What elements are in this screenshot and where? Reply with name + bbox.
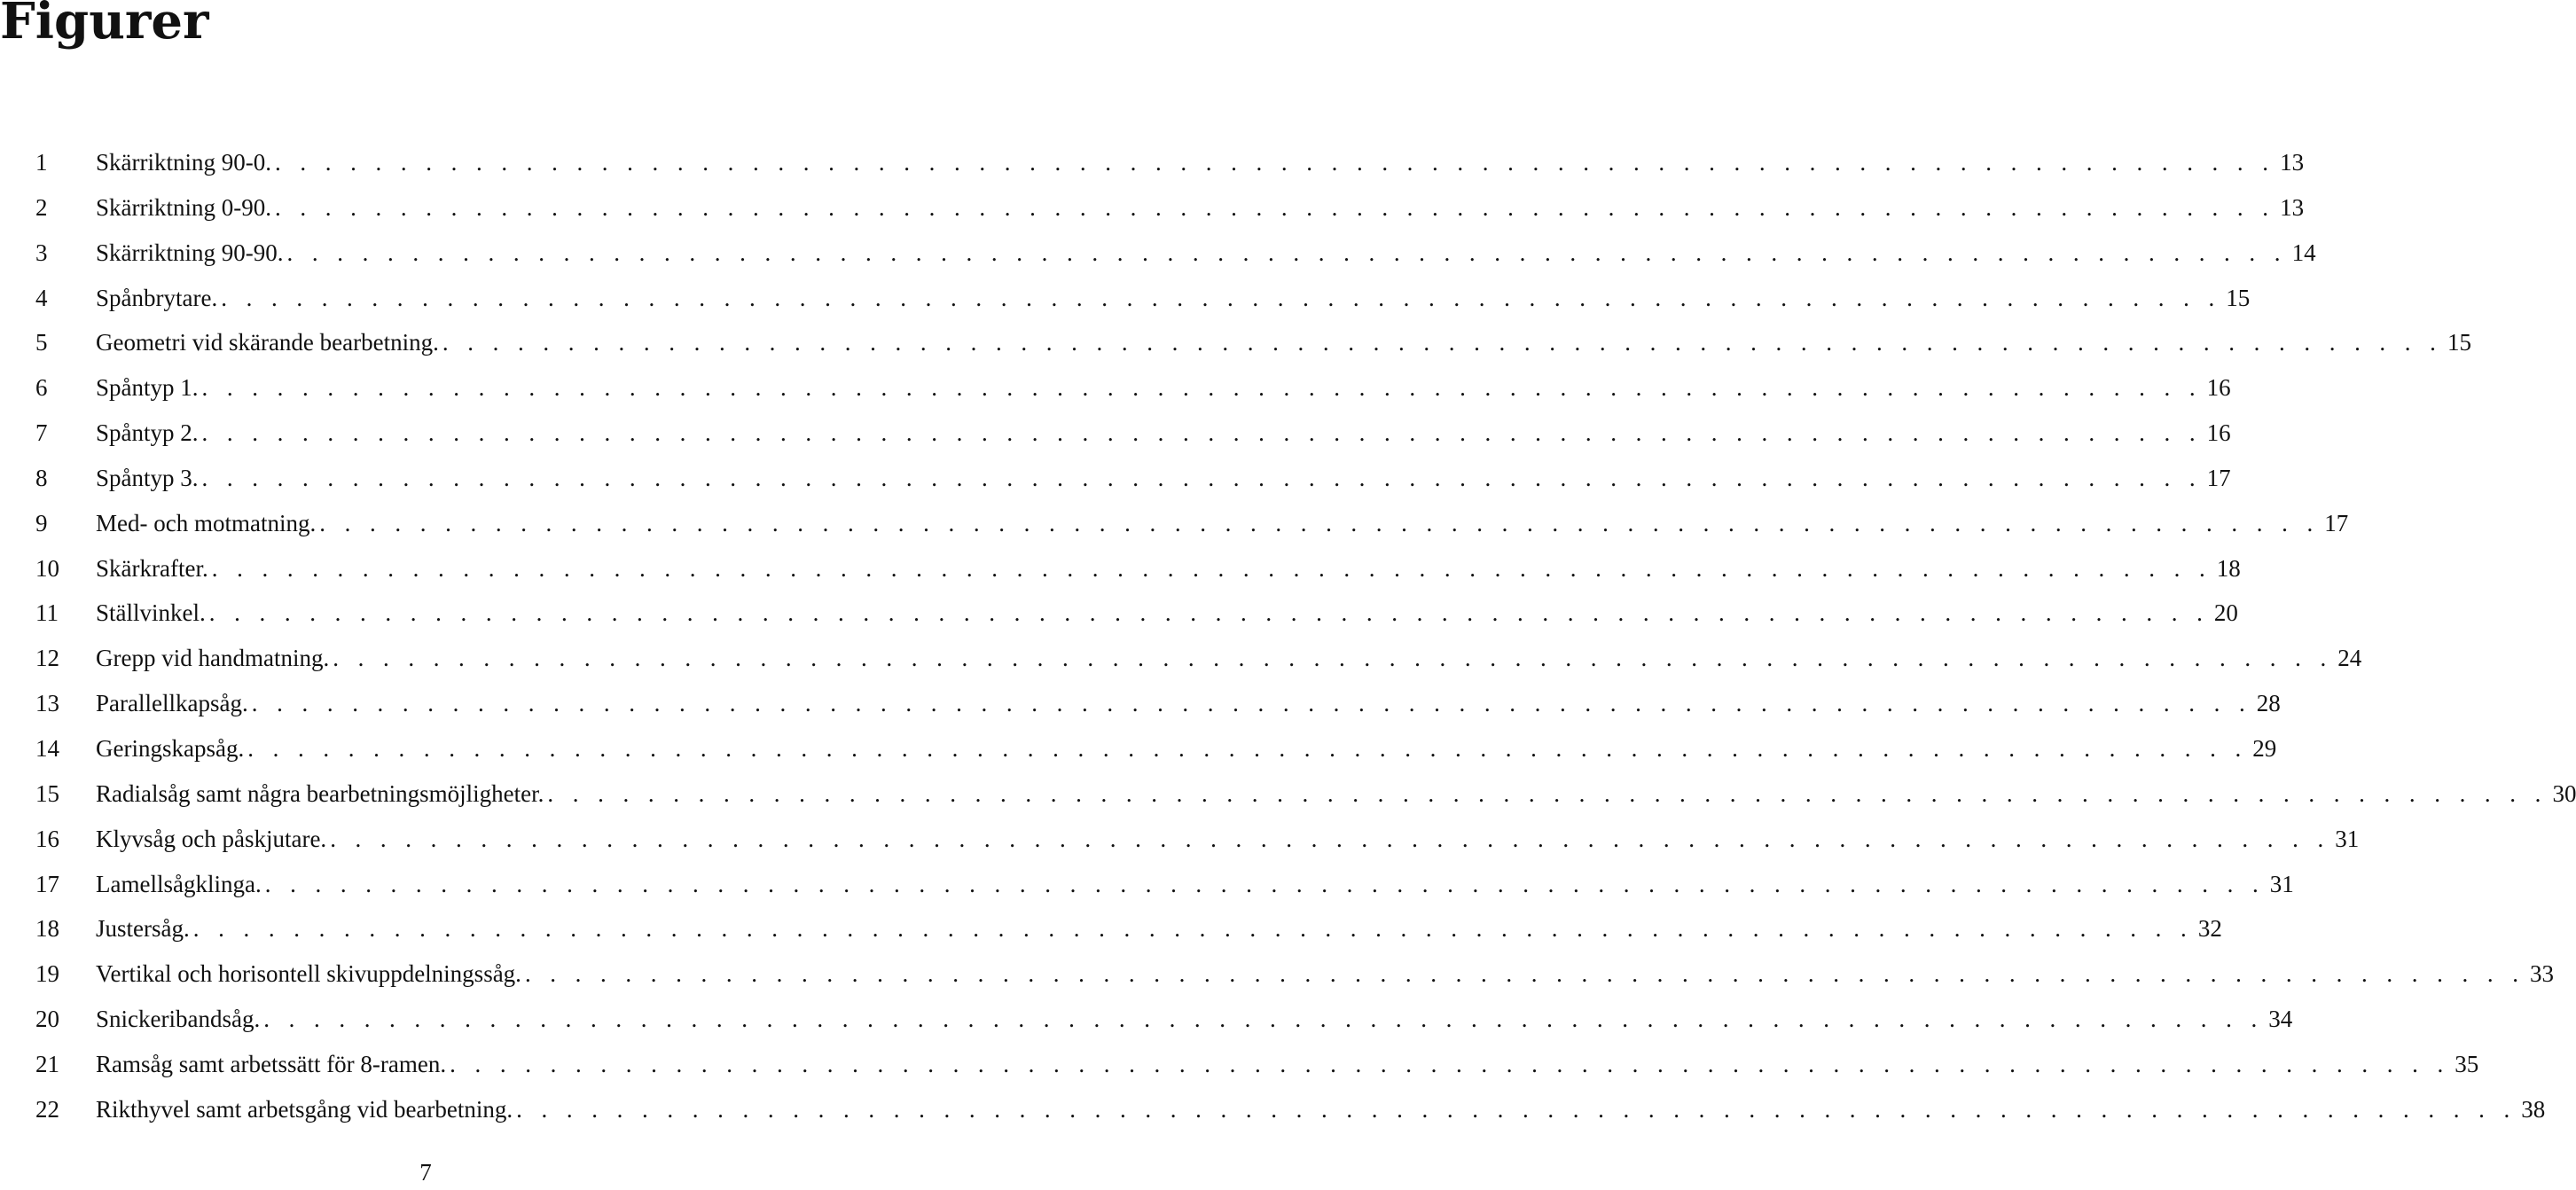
dot-leader: . . . . . . . . . . . . . . . . . . . . . . . . . . . . . . . . . . . . . . . . . . . . . . . . . . . . . . . . . . . . . . . . . . . . . . . . . . . . . . . . — [286, 239, 2281, 266]
list-item[interactable] — [35, 320, 2471, 365]
list-item[interactable] — [35, 546, 2241, 591]
figure-caption: Skärriktning 90-0. — [96, 149, 271, 176]
figure-number: 13 — [35, 690, 59, 717]
figure-number: 20 — [35, 1006, 59, 1033]
figure-page-number: 24 — [2337, 645, 2362, 672]
figure-page-number: 32 — [2197, 915, 2222, 943]
list-item[interactable] — [35, 951, 2555, 997]
list-item[interactable] — [35, 1087, 2546, 1132]
dot-leader: . . . . . . . . . . . . . . . . . . . . . . . . . . . . . . . . . . . . . . . . . . . . . . . . . . . . . . . . . . . . . . . . . . . . . . . . . . . . . . . . — [192, 915, 2187, 943]
list-item[interactable] — [35, 456, 2231, 501]
figure-number: 6 — [35, 374, 48, 402]
figure-caption: Spåntyp 2. — [96, 419, 199, 447]
dot-leader: . . . . . . . . . . . . . . . . . . . . . . . . . . . . . . . . . . . . . . . . . . . . . . . . . . . . . . . . . . . . . . . . . . . . . . . . . . . . . . . . — [201, 464, 2196, 491]
figure-page-number: 31 — [2269, 870, 2294, 897]
figure-caption: Med- och motmatning. — [96, 509, 317, 536]
dot-leader: . . . . . . . . . . . . . . . . . . . . . . . . . . . . . . . . . . . . . . . . . . . . . . . . . . . . . . . . . . . . . . . . . . . . . . . . . . . . . . . . — [330, 825, 2324, 852]
dot-leader: . . . . . . . . . . . . . . . . . . . . . . . . . . . . . . . . . . . . . . . . . . . . . . . . . . . . . . . . . . . . . . . . . . . . . . . . . . . . . . . . — [221, 284, 2215, 311]
figure-caption: Geringskapsåg. — [96, 734, 245, 762]
figure-page-number: 38 — [2521, 1095, 2546, 1123]
dot-leader: . . . . . . . . . . . . . . . . . . . . . . . . . . . . . . . . . . . . . . . . . . . . . . . . . . . . . . . . . . . . . . . . . . . . . . . . . . . . . . . . — [208, 599, 2203, 627]
figure-caption: Rikthyvel samt arbetsgång vid bearbetning. — [96, 1095, 513, 1123]
figure-number: 11 — [35, 599, 59, 627]
dot-leader: . . . . . . . . . . . . . . . . . . . . . . . . . . . . . . . . . . . . . . . . . . . . . . . . . . . . . . . . . . . . . . . . . . . . . . . . . . . . . . . . — [319, 509, 2314, 536]
figure-caption: Spåntyp 1. — [96, 374, 199, 402]
figure-caption: Grepp vid handmatning. — [96, 645, 330, 672]
dot-leader: . . . . . . . . . . . . . . . . . . . . . . . . . . . . . . . . . . . . . . . . . . . . . . . . . . . . . . . . . . . . . . . . . . . . . . . . . . . . . . . . — [547, 779, 2541, 807]
figure-page-number: 17 — [2206, 464, 2231, 491]
figure-page-number: 28 — [2256, 690, 2281, 717]
dot-leader: . . . . . . . . . . . . . . . . . . . . . . . . . . . . . . . . . . . . . . . . . . . . . . . . . . . . . . . . . . . . . . . . . . . . . . . . . . . . . . . . — [516, 1095, 2510, 1123]
figure-caption: Spånbrytare. — [96, 284, 218, 311]
page-title: Figurer — [0, 0, 209, 51]
page-number: 7 — [419, 1159, 432, 1186]
figure-caption: Snickeribandsåg. — [96, 1006, 261, 1033]
figure-caption: Justersåg. — [96, 915, 190, 943]
figure-number: 14 — [35, 734, 59, 762]
figure-page-number: 34 — [2268, 1006, 2293, 1033]
list-item[interactable] — [35, 906, 2222, 951]
figure-number: 16 — [35, 825, 59, 852]
figure-caption: Parallellkapsåg. — [96, 690, 248, 717]
figure-page-number: 30 — [2552, 779, 2576, 807]
figure-page-number: 29 — [2252, 734, 2277, 762]
list-item[interactable] — [35, 681, 2281, 726]
figure-number: 1 — [35, 149, 48, 176]
figure-caption: Skärriktning 90-90. — [96, 239, 284, 266]
list-item[interactable] — [35, 140, 2305, 185]
figure-page-number: 14 — [2291, 239, 2316, 266]
list-item[interactable] — [35, 726, 2277, 771]
figure-page-number: 16 — [2206, 374, 2231, 402]
list-item[interactable] — [35, 817, 2360, 862]
figure-caption: Ramsåg samt arbetssätt för 8-ramen. — [96, 1050, 447, 1077]
figure-number: 4 — [35, 284, 48, 311]
figure-page-number: 35 — [2455, 1050, 2479, 1077]
list-item[interactable] — [35, 501, 2349, 546]
figure-caption: Lamellsågklinga. — [96, 870, 262, 897]
list-item[interactable] — [35, 411, 2231, 456]
list-item[interactable] — [35, 997, 2293, 1042]
figure-caption: Spåntyp 3. — [96, 464, 199, 491]
list-item[interactable] — [35, 185, 2305, 231]
dot-leader: . . . . . . . . . . . . . . . . . . . . . . . . . . . . . . . . . . . . . . . . . . . . . . . . . . . . . . . . . . . . . . . . . . . . . . . . . . . . . . . . — [263, 1006, 2258, 1033]
figure-page-number: 17 — [2324, 509, 2349, 536]
list-item[interactable] — [35, 771, 2576, 817]
figure-caption: Skärkrafter. — [96, 554, 208, 582]
dot-leader: . . . . . . . . . . . . . . . . . . . . . . . . . . . . . . . . . . . . . . . . . . . . . . . . . . . . . . . . . . . . . . . . . . . . . . . . . . . . . . . . — [247, 734, 2242, 762]
figure-number: 10 — [35, 554, 59, 582]
list-item[interactable] — [35, 636, 2362, 681]
figure-page-number: 15 — [2226, 284, 2251, 311]
dot-leader: . . . . . . . . . . . . . . . . . . . . . . . . . . . . . . . . . . . . . . . . . . . . . . . . . . . . . . . . . . . . . . . . . . . . . . . . . . . . . . . . — [264, 870, 2259, 897]
figure-number: 22 — [35, 1095, 59, 1123]
list-of-figures — [35, 140, 2576, 1132]
dot-leader: . . . . . . . . . . . . . . . . . . . . . . . . . . . . . . . . . . . . . . . . . . . . . . . . . . . . . . . . . . . . . . . . . . . . . . . . . . . . . . . . — [201, 374, 2196, 402]
figure-number: 15 — [35, 779, 59, 807]
figure-caption: Skärriktning 0-90. — [96, 193, 271, 221]
dot-leader: . . . . . . . . . . . . . . . . . . . . . . . . . . . . . . . . . . . . . . . . . . . . . . . . . . . . . . . . . . . . . . . . . . . . . . . . . . . . . . . . — [251, 690, 2245, 717]
dot-leader: . . . . . . . . . . . . . . . . . . . . . . . . . . . . . . . . . . . . . . . . . . . . . . . . . . . . . . . . . . . . . . . . . . . . . . . . . . . . . . . . — [274, 193, 2269, 221]
figure-caption: Geometri vid skärande bearbetning. — [96, 329, 439, 356]
figure-number: 5 — [35, 329, 48, 356]
figure-page-number: 20 — [2213, 599, 2238, 627]
dot-leader: . . . . . . . . . . . . . . . . . . . . . . . . . . . . . . . . . . . . . . . . . . . . . . . . . . . . . . . . . . . . . . . . . . . . . . . . . . . . . . . . — [333, 645, 2327, 672]
figure-page-number: 13 — [2280, 149, 2305, 176]
figure-number: 8 — [35, 464, 48, 491]
figure-number: 7 — [35, 419, 48, 447]
figure-number: 2 — [35, 193, 48, 221]
figure-number: 18 — [35, 915, 59, 943]
list-item[interactable] — [35, 365, 2231, 411]
figure-number: 21 — [35, 1050, 59, 1077]
list-item[interactable] — [35, 231, 2316, 276]
figure-page-number: 33 — [2530, 960, 2555, 988]
dot-leader: . . . . . . . . . . . . . . . . . . . . . . . . . . . . . . . . . . . . . . . . . . . . . . . . . . . . . . . . . . . . . . . . . . . . . . . . . . . . . . . . — [274, 149, 2269, 176]
figure-number: 3 — [35, 239, 48, 266]
figure-page-number: 18 — [2216, 554, 2241, 582]
dot-leader: . . . . . . . . . . . . . . . . . . . . . . . . . . . . . . . . . . . . . . . . . . . . . . . . . . . . . . . . . . . . . . . . . . . . . . . . . . . . . . . . — [211, 554, 2205, 582]
figure-page-number: 31 — [2335, 825, 2360, 852]
dot-leader: . . . . . . . . . . . . . . . . . . . . . . . . . . . . . . . . . . . . . . . . . . . . . . . . . . . . . . . . . . . . . . . . . . . . . . . . . . . . . . . . — [442, 329, 2436, 356]
dot-leader: . . . . . . . . . . . . . . . . . . . . . . . . . . . . . . . . . . . . . . . . . . . . . . . . . . . . . . . . . . . . . . . . . . . . . . . . . . . . . . . . — [201, 419, 2196, 447]
figure-caption: Ställvinkel. — [96, 599, 206, 627]
list-item[interactable] — [35, 1042, 2479, 1087]
figure-page-number: 15 — [2447, 329, 2471, 356]
list-item[interactable] — [35, 862, 2294, 907]
figure-caption: Radialsåg samt några bearbetningsmöjligheter. — [96, 779, 544, 807]
figure-number: 17 — [35, 870, 59, 897]
figure-page-number: 16 — [2206, 419, 2231, 447]
list-item[interactable] — [35, 276, 2251, 321]
dot-leader: . . . . . . . . . . . . . . . . . . . . . . . . . . . . . . . . . . . . . . . . . . . . . . . . . . . . . . . . . . . . . . . . . . . . . . . . . . . . . . . . — [450, 1050, 2444, 1077]
dot-leader: . . . . . . . . . . . . . . . . . . . . . . . . . . . . . . . . . . . . . . . . . . . . . . . . . . . . . . . . . . . . . . . . . . . . . . . . . . . . . . . . — [524, 960, 2519, 988]
figure-caption: Klyvsåg och påskjutare. — [96, 825, 327, 852]
figure-caption: Vertikal och horisontell skivuppdelningssåg. — [96, 960, 521, 988]
figure-number: 12 — [35, 645, 59, 672]
figure-page-number: 13 — [2280, 193, 2305, 221]
list-item[interactable] — [35, 591, 2238, 636]
figure-number: 19 — [35, 960, 59, 988]
figure-number: 9 — [35, 509, 48, 536]
